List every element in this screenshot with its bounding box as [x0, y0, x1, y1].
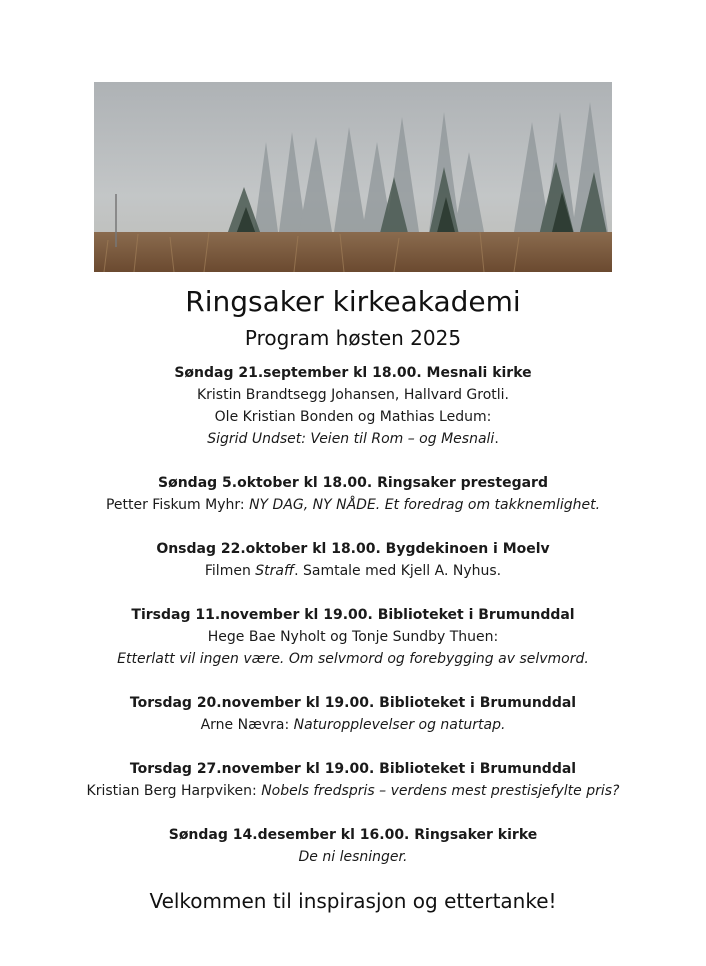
event-item: [0, 362, 706, 450]
event-text: Kristian Berg Harpviken:: [86, 783, 262, 799]
event-line: [0, 714, 706, 736]
event-text-after: .: [494, 431, 499, 447]
event-line: [0, 384, 706, 406]
event-title: NY DAG, NY NÅDE. Et foredrag om takknemlighet.: [249, 497, 601, 513]
event-item: [0, 472, 706, 516]
forest-image: [94, 82, 612, 272]
event-text: Petter Fiskum Myhr:: [105, 497, 250, 513]
event-line: [0, 780, 706, 802]
event-heading: Tirsdag 11.november kl 19.00. Biblioteket i Brumunddal: [131, 607, 575, 623]
event-text: Arne Nævra:: [200, 717, 294, 733]
page-subtitle: Program høsten 2025: [244, 326, 462, 350]
event-item: [0, 604, 706, 670]
event-item: [0, 758, 706, 802]
event-line: [0, 648, 706, 670]
event-line: [0, 428, 706, 450]
event-heading: Søndag 5.oktober kl 18.00. Ringsaker prestegard: [158, 475, 548, 491]
event-list: [0, 362, 706, 890]
event-title: Etterlatt vil ingen være. Om selvmord og forebygging av selvmord.: [117, 651, 589, 667]
closing-message: Velkommen til inspirasjon og ettertanke!: [149, 889, 557, 913]
event-line: [0, 846, 706, 868]
event-line: [0, 494, 706, 516]
event-title: Straff: [255, 563, 295, 579]
event-text: Hege Bae Nyholt og Tonje Sundby Thuen:: [207, 629, 499, 645]
foggy-forest-photo: [94, 82, 612, 272]
event-text-after: . Samtale med Kjell A. Nyhus.: [294, 563, 502, 579]
event-heading: Torsdag 20.november kl 19.00. Biblioteket i Brumunddal: [129, 695, 577, 711]
event-title: Sigrid Undset: Veien til Rom – og Mesnali: [207, 431, 495, 447]
event-heading: Søndag 21.september kl 18.00. Mesnali kirke: [174, 365, 532, 381]
event-text: Filmen: [204, 563, 256, 579]
event-title: De ni lesninger.: [298, 849, 408, 865]
event-title: Naturopplevelser og naturtap.: [293, 717, 506, 733]
event-text: Ole Kristian Bonden og Mathias Ledum:: [214, 409, 492, 425]
event-line: [0, 560, 706, 582]
event-title: Nobels fredspris – verdens mest prestisjefylte pris?: [261, 783, 620, 799]
event-heading: Torsdag 27.november kl 19.00. Biblioteket i Brumunddal: [129, 761, 577, 777]
event-item: [0, 824, 706, 868]
event-heading: Søndag 14.desember kl 16.00. Ringsaker kirke: [168, 827, 538, 843]
page-title: Ringsaker kirkeakademi: [185, 285, 521, 318]
event-line: [0, 406, 706, 428]
event-text: Kristin Brandtsegg Johansen, Hallvard Grotli.: [196, 387, 510, 403]
event-item: [0, 692, 706, 736]
event-line: [0, 626, 706, 648]
event-heading: Onsdag 22.oktober kl 18.00. Bygdekinoen i Moelv: [156, 541, 550, 557]
event-item: [0, 538, 706, 582]
